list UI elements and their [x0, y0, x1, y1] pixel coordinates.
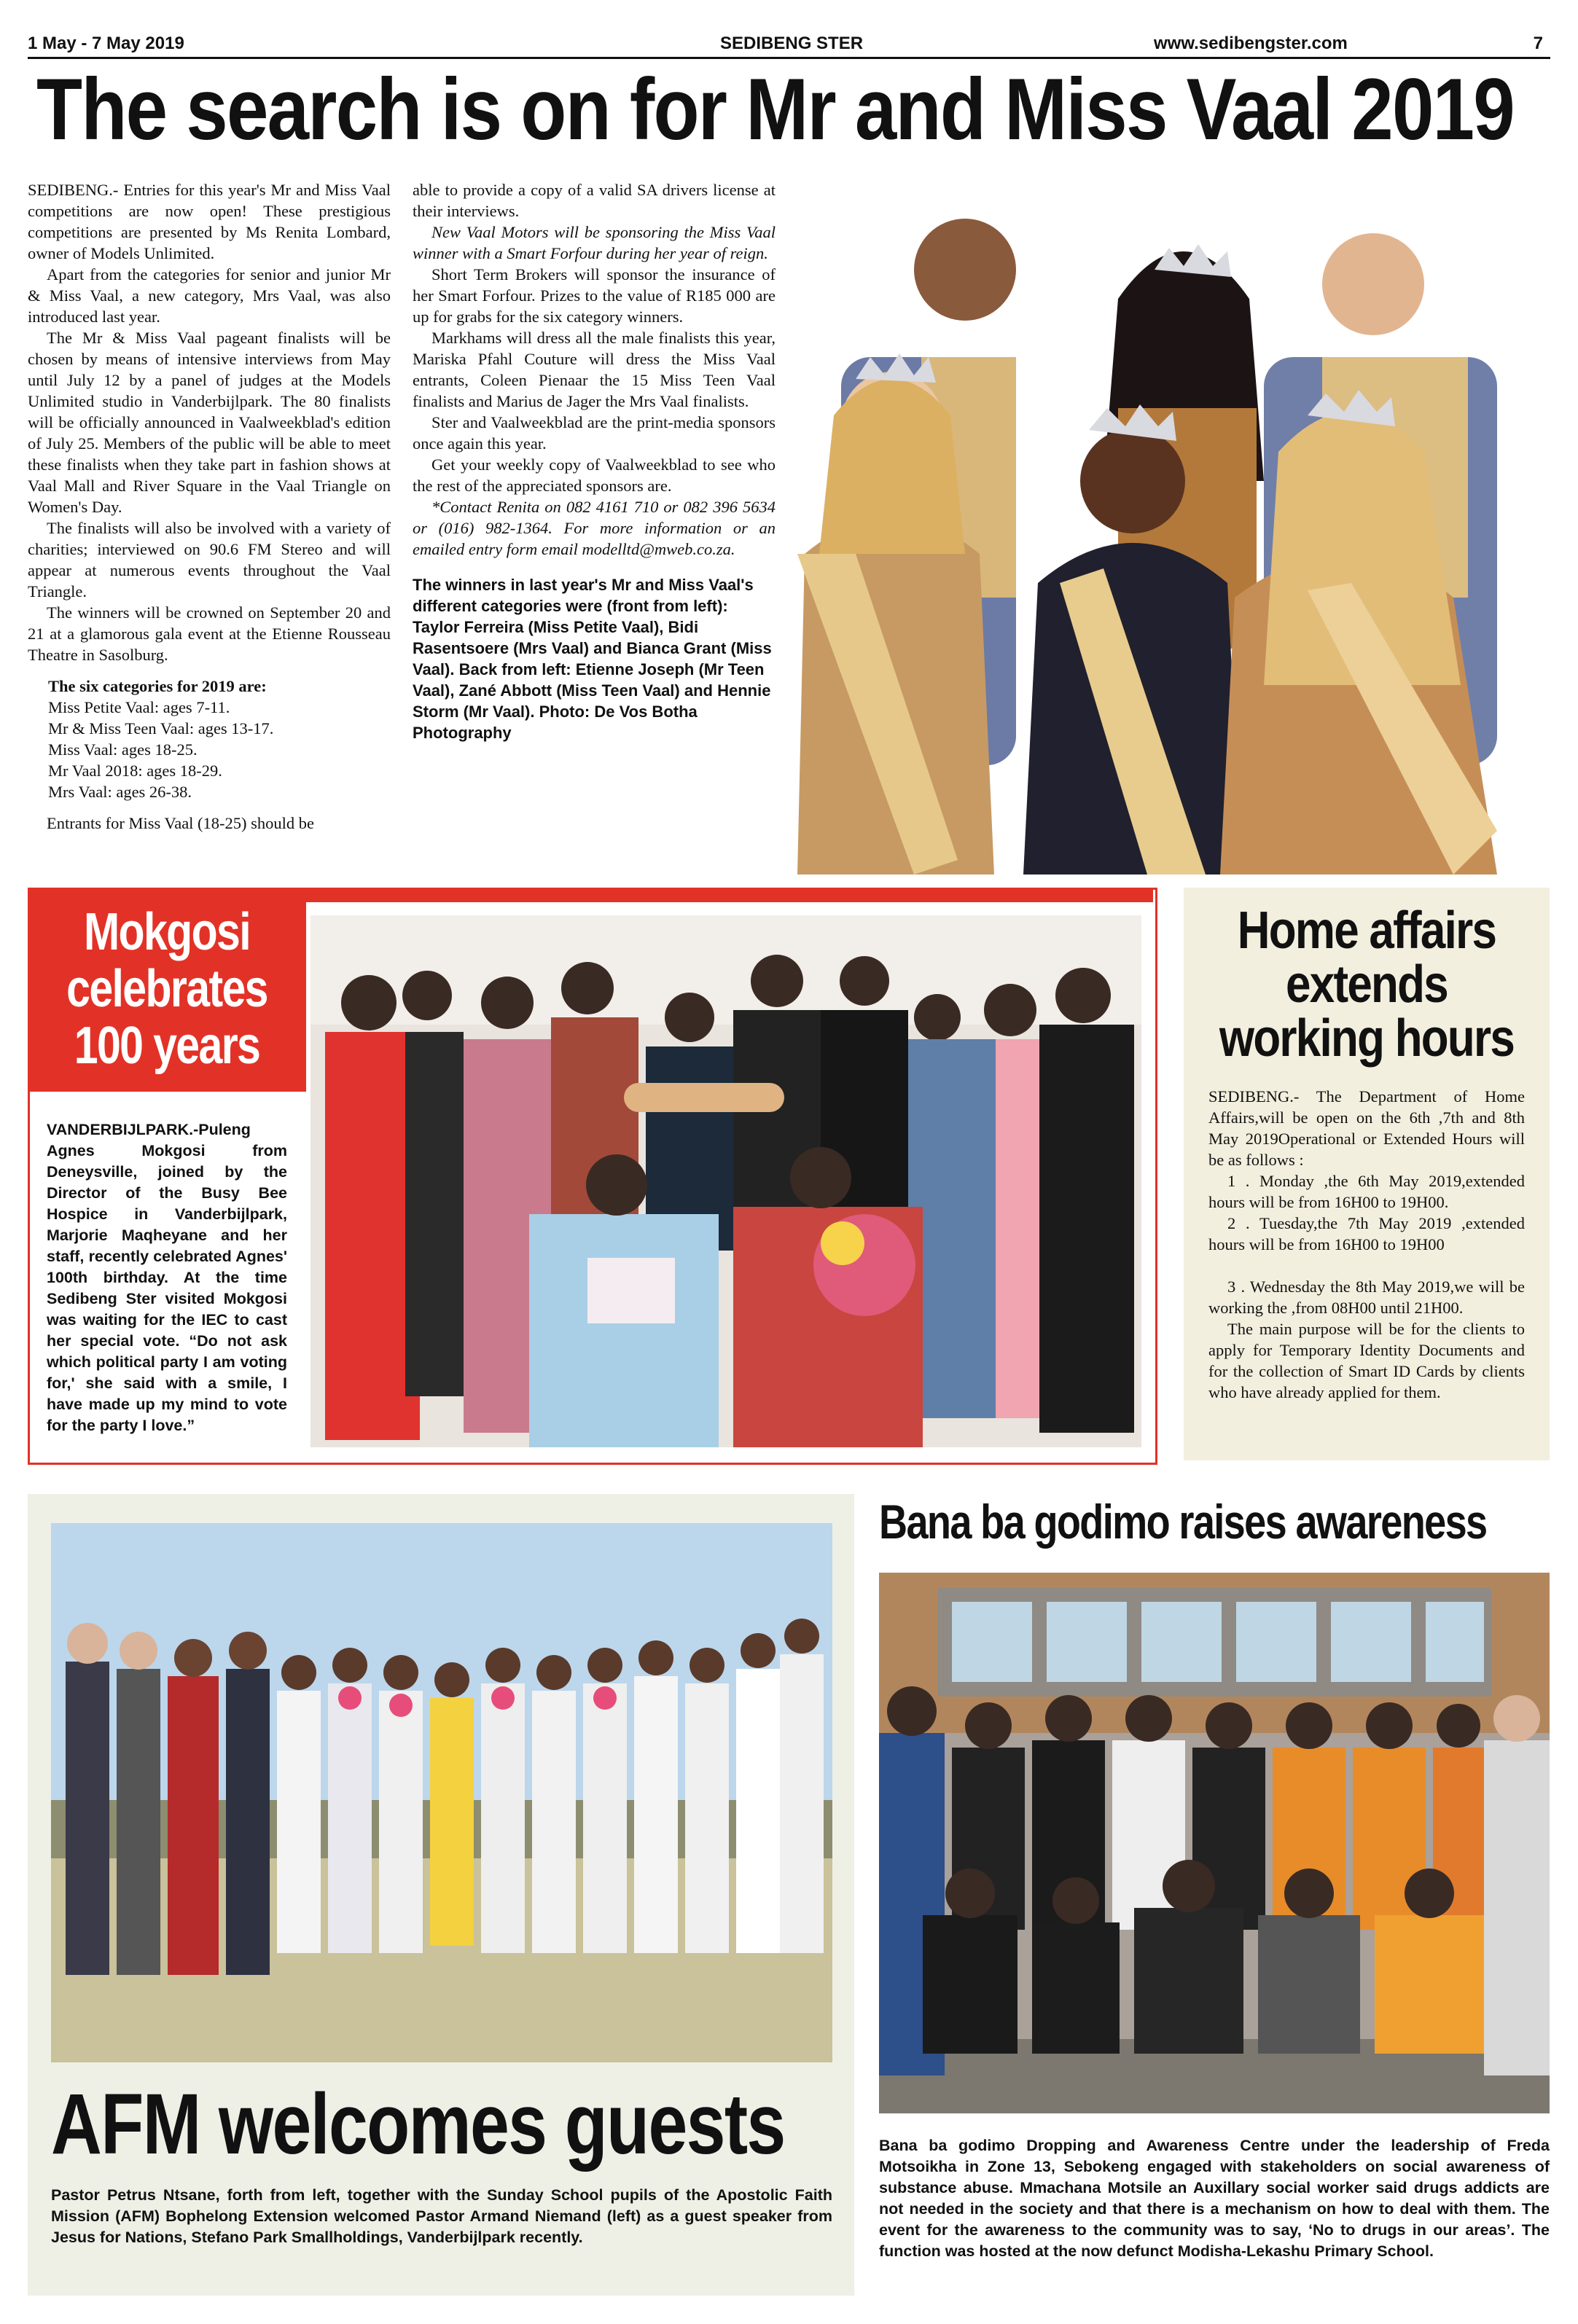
website-url: www.sedibengster.com — [1154, 34, 1348, 53]
headline-line: Home affairs — [1237, 901, 1496, 960]
photo-credit: Photo: De Vos Botha Photography — [413, 703, 698, 742]
lead-paragraph: Apart from the categories for senior and junior Mr & Miss Vaal, a new category, Mrs Vaal, was also introduced last year. — [28, 265, 391, 326]
lead-column-1 — [28, 179, 391, 834]
home-affairs-paragraph: 1 . Monday ,the 6th May 2019,extended hours will be from 16H00 to 19H00. — [1208, 1172, 1525, 1211]
bana-headline: Bana ba godimo raises awareness — [879, 1495, 1487, 1549]
headline-line: working hours — [1219, 1009, 1515, 1068]
lead-paragraph: SEDIBENG.- Entries for this year's Mr and Miss Vaal competitions are now open! These prestigious competitions are presented by Ms Renita Lombard, owner of Models Unlimited. — [28, 181, 391, 262]
contact-info: *Contact Renita on 082 4161 710 or 082 396 5634 or (016) 982-1364. For more information or an emailed entry form email modelltd@mweb.co.za. — [413, 498, 776, 558]
category-item: Mr Vaal 2018: ages 18-29. — [48, 762, 222, 780]
mokgosi-birthday-photo — [310, 915, 1141, 1447]
lead-paragraph: Get your weekly copy of Vaalweekblad to see who the rest of the appreciated sponsors are. — [413, 455, 776, 495]
caption-text: The winners in last year's Mr and Miss Vaal's different categories were (front from left): Taylor Ferreira (Miss Petite Vaal), Bidi Rasentsoere (Mrs Vaal) and Bianca Grant (Miss Vaal). Back from left: Etienne Joseph (Mr Teen Vaal), Zané Abbott (Miss Teen Vaal) and Hennie Storm (Mr Vaal). — [413, 576, 772, 721]
lead-paragraph: The winners will be crowned on September 20 and 21 at a glamorous gala event at the Etienne Rousseau Theatre in Sasolburg. — [28, 603, 391, 664]
headline-line: extends — [1286, 955, 1448, 1014]
afm-caption: Pastor Petrus Ntsane, forth from left, together with the Sunday School pupils of the Apostolic Faith Mission (AFM) Bophelong Extension welcomed Pastor Armand Niemand (left) as a guest speaker from Jesus for Nations, Stefano Park Smallholdings, Vanderbijlpark recently. — [51, 2186, 832, 2246]
issue-date: 1 May - 7 May 2019 — [28, 34, 184, 53]
lead-paragraph: Entrants for Miss Vaal (18-25) should be — [47, 814, 315, 832]
home-affairs-paragraph: 2 . Tuesday,the 7th May 2019 ,extended hours will be from 16H00 to 19H00 — [1208, 1214, 1525, 1253]
red-rule — [306, 888, 1153, 902]
categories-title: The six categories for 2019 are: — [48, 677, 267, 695]
category-item: Mrs Vaal: ages 26-38. — [48, 783, 192, 801]
bana-group-photo — [879, 1573, 1550, 2113]
headline-line: Mokgosi — [84, 903, 250, 961]
headline-line: 100 years — [74, 1017, 260, 1075]
home-affairs-paragraph: 3 . Wednesday the 8th May 2019,we will be working the ,from 08H00 until 21H00. — [1208, 1278, 1525, 1317]
lead-paragraph: able to provide a copy of a valid SA drivers license at their interviews. — [413, 181, 776, 220]
pageant-winners-photo — [797, 175, 1550, 875]
lead-paragraph: Short Term Brokers will sponsor the insurance of her Smart Forfour. Prizes to the value of R185 000 are up for grabs for the six category winners. — [413, 265, 776, 326]
home-affairs-paragraph: The main purpose will be for the clients to apply for Temporary Identity Documents and for the collection of Smart ID Cards by clients who have already applied for them. — [1208, 1320, 1525, 1401]
running-header — [28, 29, 1550, 59]
category-item: Miss Petite Vaal: ages 7-11. — [48, 698, 230, 716]
lead-paragraph: The finalists will also be involved with a variety of charities; interviewed on 90.6 FM Stereo and will appear at numerous events throughout the Vaal Triangle. — [28, 519, 391, 600]
lead-paragraph: The Mr & Miss Vaal pageant finalists will be chosen by means of intensive interviews from May until July 12 by a panel of judges at the Models Unlimited studio in Vanderbijlpark. The 80 finalists will be officially announced in Vaalweekblad's edition of July 25. Members of the public will be able to meet these finalists when they take part in fashion shows at Vaal Mall and River Square in the Vaal Triangle on Women's Day. — [28, 329, 391, 516]
lead-paragraph: Ster and Vaalweekblad are the print-media sponsors once again this year. — [413, 413, 776, 453]
headline-line: celebrates — [66, 960, 267, 1018]
lead-photo-caption — [413, 574, 776, 743]
lead-paragraph: New Vaal Motors will be sponsoring the Miss Vaal winner with a Smart Forfour during her year of reign. — [413, 223, 776, 262]
lead-paragraph: Markhams will dress all the male finalists this year, Mariska Pfahl Couture will dress the Miss Vaal entrants, Coleen Pienaar the 15 Miss Teen Vaal finalists and Marius de Jager the Mrs Vaal finalists. — [413, 329, 776, 410]
mokgosi-body: VANDERBIJLPARK.-Puleng Agnes Mokgosi from Deneysville, joined by the Director of the Busy Bee Hospice in Vanderbijlpark, Marjorie Maqheyane and her staff, recently celebrated Agnes' 100th birthday. At the time Sedibeng Ster visited Mokgosi was waiting for the IEC to cast her special vote. “Do not ask which political party I am voting for,' she said with a smile, I have made up my mind to vote for the party I love.” — [47, 1121, 287, 1434]
home-affairs-headline — [1209, 901, 1524, 1068]
afm-group-photo — [51, 1523, 832, 2062]
category-item: Miss Vaal: ages 18-25. — [48, 740, 198, 759]
mokgosi-headline-box — [28, 888, 306, 1092]
lead-column-2 — [413, 179, 776, 743]
lead-headline: The search is on for Mr and Miss Vaal 2019 — [36, 60, 1514, 158]
newspaper-name: SEDIBENG STER — [720, 34, 864, 53]
home-affairs-body — [1208, 1086, 1525, 1403]
bana-caption: Bana ba godimo Dropping and Awareness Centre under the leadership of Freda Motsoikha in Zone 13, Sebokeng engaged with stakeholders on social awareness of substance abuse. Mmachana Motsile an Auxillary social worker said drugs addicts are not needed in the society and that there is a mechanism on how to deal with them. The event for the awareness to the community was to say, ‘No to drugs in our areas’. The function was hosted at the now defunct Modisha-Lekashu Primary School. — [879, 2137, 1550, 2260]
category-item: Mr & Miss Teen Vaal: ages 13-17. — [48, 719, 274, 738]
home-affairs-paragraph: SEDIBENG.- The Department of Home Affairs,will be open on the 6th ,7th and 8th May 2019Operational or Extended Hours will be as follows : — [1208, 1087, 1525, 1169]
page-number: 7 — [1533, 34, 1543, 53]
afm-headline: AFM welcomes guests — [51, 2076, 785, 2172]
mokgosi-headline — [52, 888, 281, 1074]
